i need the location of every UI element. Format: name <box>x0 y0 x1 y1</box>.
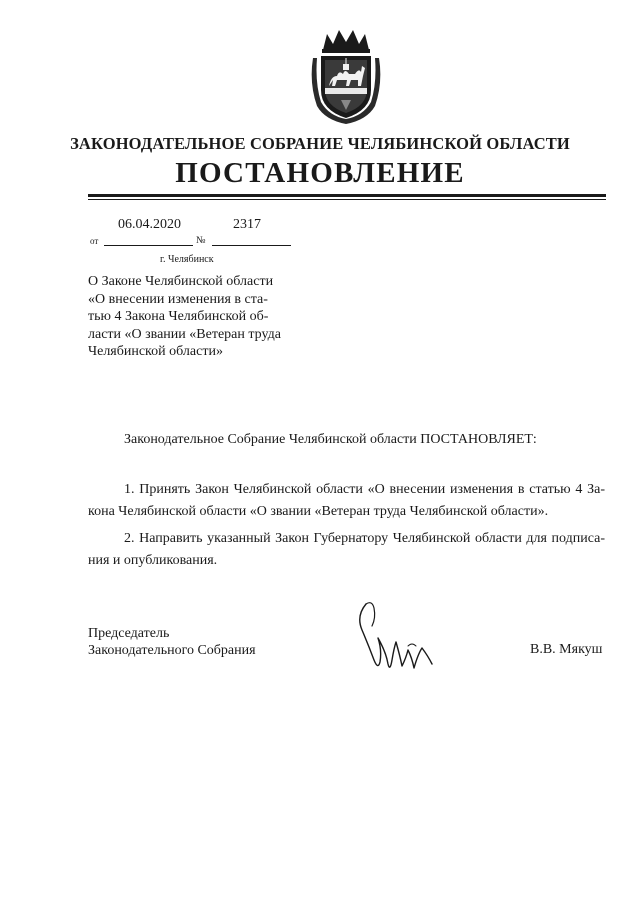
header-divider-thin <box>88 199 606 200</box>
item-line: кона Челябинской области «О звании «Ветеран труда Челябинской области». <box>88 504 549 519</box>
number-prefix-label: № <box>196 235 206 246</box>
handwritten-signature-icon <box>352 596 438 678</box>
subject-line: тью 4 Закона Челябинской об- <box>88 309 269 324</box>
item-line: 1. Принять Закон Челябинской области «О внесении изменения в статью 4 За- <box>124 482 605 497</box>
document-type-title: ПОСТАНОВЛЕНИЕ <box>175 157 465 189</box>
resolution-item-1 <box>88 479 605 523</box>
header-divider-thick <box>88 194 606 197</box>
date-underline <box>104 245 193 246</box>
decree-statement: Законодательное Собрание Челябинской области ПОСТАНОВЛЯЕТ: <box>124 432 537 447</box>
subject-line: ласти «О звании «Ветеран труда <box>88 326 281 342</box>
item-line: ния и опубликования. <box>88 553 218 568</box>
item-line: 2. Направить указанный Закон Губернатору Челябинской области для подписа- <box>124 531 605 546</box>
document-number: 2317 <box>233 217 261 232</box>
subject-line: «О внесении изменения в ста- <box>88 291 268 307</box>
organization-name: ЗАКОНОДАТЕЛЬНОЕ СОБРАНИЕ ЧЕЛЯБИНСКОЙ ОБЛАСТИ <box>70 134 570 153</box>
document-subject <box>88 273 283 361</box>
signatory-position <box>88 625 256 659</box>
subject-line: О Законе Челябинской области <box>88 274 274 289</box>
resolution-item-2 <box>88 528 605 572</box>
signatory-name: В.В. Мякуш <box>530 642 603 657</box>
city-label: г. Челябинск <box>160 254 214 265</box>
chelyabinsk-oblast-coat-of-arms-icon <box>307 28 385 126</box>
document-date: 06.04.2020 <box>118 217 181 232</box>
position-line: Председатель <box>88 626 170 641</box>
date-prefix-label: от <box>90 236 99 246</box>
position-line: Законодательного Собрания <box>88 643 256 658</box>
subject-line: Челябинской области» <box>88 344 223 359</box>
number-underline <box>212 245 291 246</box>
